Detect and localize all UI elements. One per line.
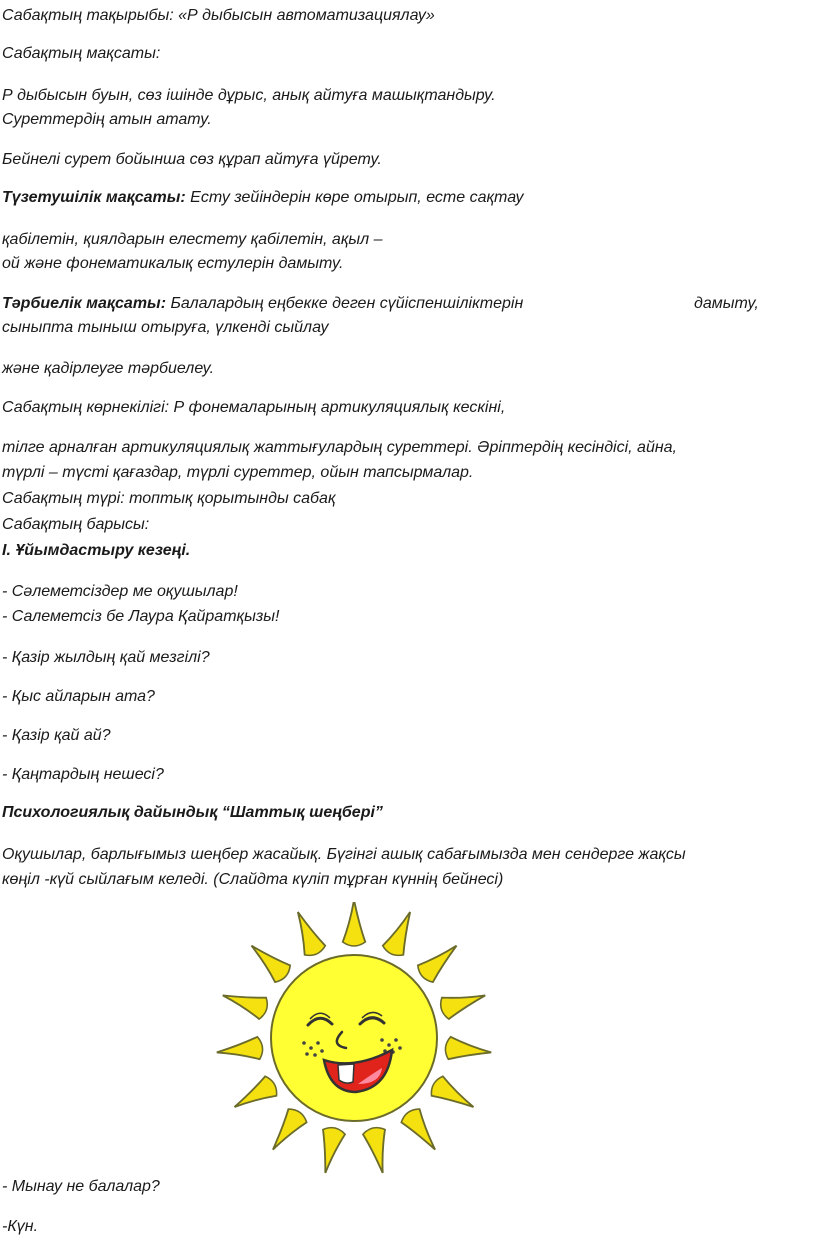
sun-ray <box>428 1074 479 1116</box>
sun-ray <box>216 1036 264 1063</box>
goal-line-2: Суреттердің атын атату. <box>2 111 212 128</box>
education-goal-end: дамыту, <box>694 295 759 312</box>
sun-ray <box>264 1106 309 1156</box>
lesson-topic: Сабақтың тақырыбы: «Р дыбысын автоматизациялау» <box>2 7 435 24</box>
stage-1-heading: І. Ұйымдастыру кезеңі. <box>2 542 191 559</box>
question-2: - Қыс айларын ата? <box>2 688 155 705</box>
sun-ray <box>381 907 420 958</box>
lesson-progress-heading: Сабақтың барысы: <box>2 516 150 533</box>
psych-line-1: Оқушылар, барлығымыз шеңбер жасайық. Бүгінгі ашық сабағымызда мен сендерге жақсы <box>2 846 686 863</box>
correction-goal-label: Түзетушілік мақсаты: <box>2 189 186 206</box>
education-line-3: және қадірлеуге тәрбиелеу. <box>2 360 215 377</box>
correction-line-2: қабілетін, қиялдарын елестету қабілетін, ақыл – <box>2 231 383 248</box>
correction-goal-text: Есту зейіндерін көре отырып, есте сақтау <box>185 189 524 206</box>
tooth <box>338 1064 354 1083</box>
sun-ray <box>399 1106 444 1156</box>
smiling-sun-icon <box>196 902 526 1192</box>
sun-face <box>271 955 437 1121</box>
lesson-type: Сабақтың түрі: топтық қорытынды сабақ <box>2 490 336 507</box>
sun-ray <box>314 1126 346 1176</box>
lesson-goal-heading: Сабақтың мақсаты: <box>2 45 161 62</box>
dialogue-line-2: - Салеметсіз бе Лаура Қайратқызы! <box>2 608 280 625</box>
sun-ray <box>438 985 489 1021</box>
sun-ray <box>343 902 366 946</box>
visual-aids-line-1: Сабақтың көрнекілігі: Р фонемаларының артикуляциялық кескіні, <box>2 399 506 416</box>
sun-ray <box>415 937 464 985</box>
psych-prep-heading: Психологиялық дайындық “Шаттық шеңбері” <box>2 804 383 821</box>
sun-ray <box>244 937 293 985</box>
teacher-question: - Мынау не балалар? <box>2 1178 160 1195</box>
education-goal-label: Тәрбиелік мақсаты: <box>2 295 167 312</box>
goal-line-1: Р дыбысын буын, сөз ішінде дұрыс, анық айтуға машықтандыру. <box>2 87 496 104</box>
correction-goal <box>2 188 524 208</box>
goal-line-3: Бейнелі сурет бойынша сөз құрап айтуға үйрету. <box>2 151 382 168</box>
question-4: - Қаңтардың нешесі? <box>2 766 164 783</box>
visual-aids-line-3: түрлі – түсті қағаздар, түрлі суреттер, ойын тапсырмалар. <box>2 464 474 481</box>
education-goal-text: Балалардың еңбекке деген сүйіспеншіліктерін <box>166 295 524 312</box>
education-goal <box>2 294 523 314</box>
question-3: - Қазір қай ай? <box>2 727 111 744</box>
dialogue-line-1: - Сәлеметсіздер ме оқушылар! <box>2 583 238 600</box>
sun-ray <box>229 1074 280 1116</box>
student-answer: -Күн. <box>2 1218 39 1235</box>
sun-ray <box>288 907 327 958</box>
psych-line-2: көңіл -күй сыйлағым келеді. (Слайдта күліп тұрған күннің бейнесі) <box>2 871 504 888</box>
visual-aids-line-2: тілге арналған артикуляциялық жаттығулардың суреттері. Әріптердің кесіндісі, айна, <box>2 439 677 456</box>
sun-ray <box>444 1036 492 1063</box>
sun-ray <box>362 1126 394 1176</box>
correction-line-3: ой және фонематикалық естулерін дамыту. <box>2 255 344 272</box>
question-1: - Қазір жылдың қай мезгілі? <box>2 649 210 666</box>
sun-ray <box>219 985 270 1021</box>
education-line-2: сыныпта тыныш отыруға, үлкенді сыйлау <box>2 319 329 336</box>
